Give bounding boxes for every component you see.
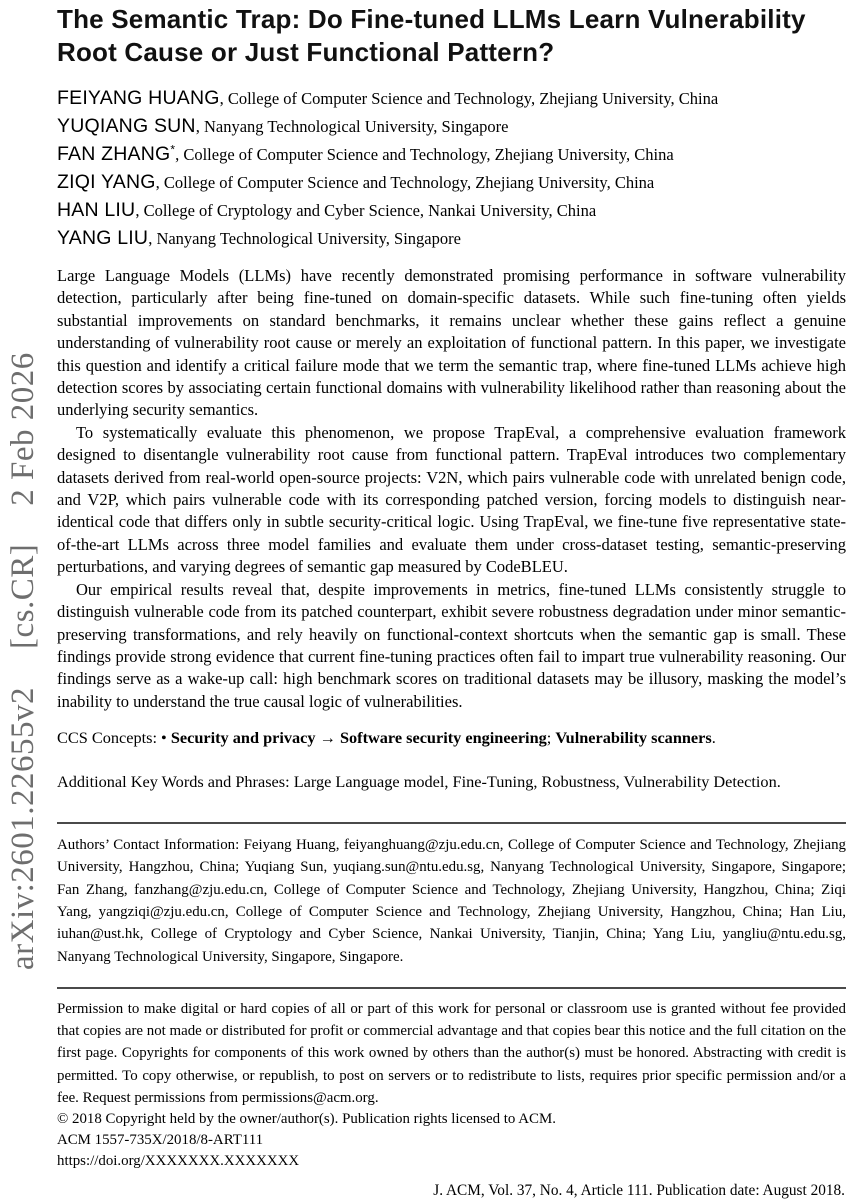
abstract-paragraph: Large Language Models (LLMs) have recently demonstrated promising performance in software vulnerability detection, particularly after being fine-tuned on domain-specific datasets. While such fine-tuning often yields substantial improvements on standard benchmarks, it remains unclear whether these gains reflect a genuine understanding of vulnerability root cause or merely an exploitation of functional pattern. In this paper, we investigate this question and identify a critical failure mode that we term the semantic trap, where fine-tuned LLMs achieve high detection scores by associating certain functional domains with vulnerability likelihood rather than reasoning about the underlying security semantics. <box>57 266 846 420</box>
author-line <box>57 225 846 253</box>
author-line <box>57 141 846 169</box>
abstract-paragraph: Our empirical results reveal that, despite improvements in metrics, fine-tuned LLMs consistently struggle to distinguish vulnerable code from its patched counterpart, exhibit severe robustness degradation under minor semantic-preserving transformations, and rely heavily on functional-context shortcuts when the semantic gap is small. These findings provide strong evidence that current fine-tuning practices often fail to impart true vulnerability reasoning. Our findings serve as a wake-up call: high benchmark scores on traditional datasets may be illusory, masking the model’s inability to understand the true causal logic of vulnerabilities. <box>57 579 846 711</box>
author-name: HAN LIU <box>57 199 136 221</box>
keywords: Additional Key Words and Phrases: Large Language model, Fine-Tuning, Robustness, Vulnerability Detection. <box>57 772 781 792</box>
paper-content <box>57 0 846 1172</box>
author-name: YUQIANG SUN <box>57 115 196 137</box>
author-name: ZIQI YANG <box>57 171 156 193</box>
contact-info: Authors’ Contact Information: Feiyang Huang, feiyanghuang@zju.edu.cn, College of Computer Science and Technology, Zhejiang University, Hangzhou, China; Yuqiang Sun, yuqiang.sun@ntu.edu.sg, Nanyang Technological University, Singapore, Singapore; Fan Zhang, fanzhang@zju.edu.cn, College of Computer Science and Technology, Zhejiang University, Hangzhou, China; Ziqi Yang, yangziqi@zju.edu.cn, College of Computer Science and Technology, Zhejiang University, Hangzhou, China; Han Liu, iuhan@ust.hk, College of Cryptology and Cyber Science, Nankai University, Tianjin, China; Yang Liu, yangliu@ntu.edu.sg, Nanyang Technological University, Singapore, Singapore. <box>57 837 846 965</box>
paper-title-line: The Semantic Trap: Do Fine-tuned LLMs Learn Vulnerability <box>57 4 806 34</box>
ccs-concept-vulnerability-scanners: Vulnerability scanners <box>555 728 712 748</box>
author-name: FAN ZHANG <box>57 143 171 165</box>
author-affiliation: , College of Computer Science and Technology, Zhejiang University, China <box>175 145 674 164</box>
author-list <box>57 85 846 253</box>
arxiv-watermark-segment: arXiv:2601.22655v2 <box>4 686 41 970</box>
ccs-concept-security-and-privacy: Security and privacy <box>170 728 316 748</box>
doi-line: https://doi.org/XXXXXXX.XXXXXXX <box>57 1152 300 1169</box>
arxiv-watermark <box>2 183 44 978</box>
paper-title <box>57 3 846 69</box>
author-line <box>57 197 846 225</box>
abstract <box>57 265 846 713</box>
ccs-concepts <box>57 727 846 749</box>
divider-rule-top <box>57 822 846 824</box>
author-affiliation-marker: * <box>170 142 176 157</box>
author-line <box>57 113 846 141</box>
ccs-separator: ; <box>546 728 556 748</box>
ccs-label: CCS Concepts: <box>57 728 162 748</box>
ccs-arrow: → <box>315 728 340 748</box>
author-affiliation: , College of Cryptology and Cyber Science, Nankai University, China <box>135 201 597 220</box>
permission-notice: Permission to make digital or hard copies of all or part of this work for personal or classroom use is granted without fee provided that copies are not made or distributed for profit or commercial advantage and that copies bear this notice and the full citation on the first page. Copyrights for components of this work owned by others than the author(s) must be honored. Abstracting with credit is permitted. To copy otherwise, or republish, to post on servers or to redistribute to lists, requires prior specific permission and/or a fee. Request permissions from permissions@acm.org. <box>57 1000 846 1106</box>
arxiv-watermark-segment: [cs.CR] <box>4 543 41 649</box>
paper-title-line: Root Cause or Just Functional Pattern? <box>57 37 555 67</box>
journal-footer: J. ACM, Vol. 37, No. 4, Article 111. Publication date: August 2018. <box>433 1182 845 1199</box>
arxiv-watermark-segment: 2 Feb 2026 <box>4 352 41 506</box>
ccs-bullet: • <box>161 728 171 748</box>
author-name: YANG LIU <box>57 227 149 249</box>
author-affiliation: , College of Computer Science and Technology, Zhejiang University, China <box>155 173 655 192</box>
author-affiliation: , Nanyang Technological University, Singapore <box>148 229 461 248</box>
issn-line: ACM 1557-735X/2018/8-ART111 <box>57 1131 264 1148</box>
ccs-concept-software-security-engineering: Software security engineering <box>339 728 547 748</box>
author-line <box>57 85 846 113</box>
author-name: FEIYANG HUANG <box>57 87 220 109</box>
copyright-line: © 2018 Copyright held by the owner/author(s). Publication rights licensed to ACM. <box>57 1110 556 1127</box>
abstract-paragraph: To systematically evaluate this phenomenon, we propose TrapEval, a comprehensive evaluation framework designed to disentangle vulnerability root cause from functional pattern. TrapEval introduces two complementary datasets derived from real-world open-source projects: V2N, which pairs vulnerable code with unrelated benign code, and V2P, which pairs vulnerable code with its corresponding patched version, forcing models to distinguish near-identical code that differs only in subtle security-critical logic. Using TrapEval, we fine-tune five representative state-of-the-art LLMs across three model families and evaluate them under cross-dataset testing, semantic-preserving perturbations, and varying degrees of semantic gap measured by CodeBLEU. <box>57 422 846 577</box>
author-affiliation: , Nanyang Technological University, Singapore <box>195 117 509 136</box>
ccs-period: . <box>711 728 716 748</box>
author-affiliation: , College of Computer Science and Technology, Zhejiang University, China <box>219 89 719 108</box>
author-line <box>57 169 846 197</box>
divider-rule-bottom <box>57 987 846 989</box>
